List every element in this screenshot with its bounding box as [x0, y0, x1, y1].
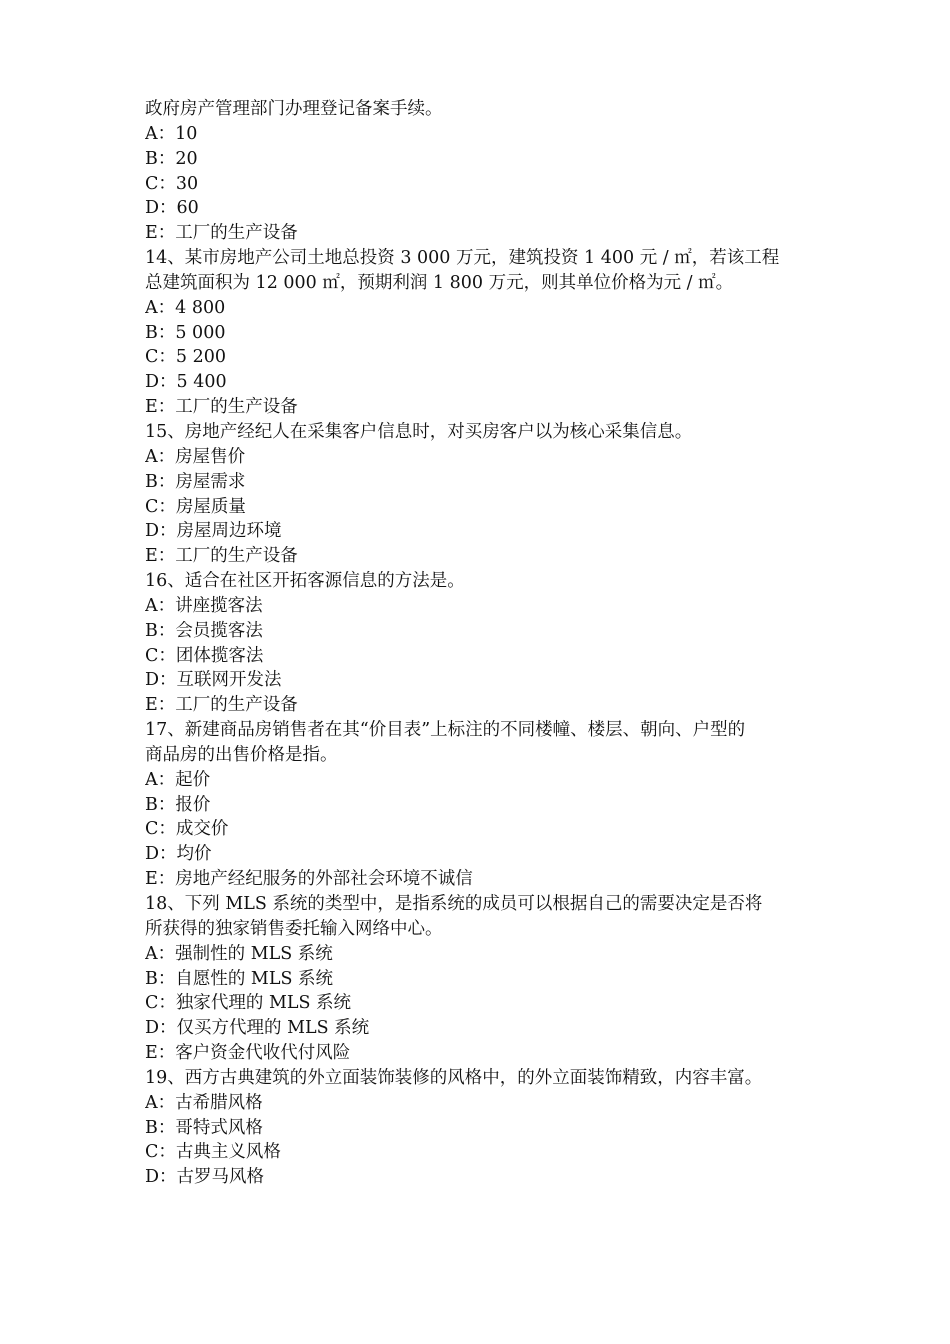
text-line: 18、下列 MLS 系统的类型中，是指系统的成员可以根据自己的需要决定是否将 — [145, 894, 763, 914]
text-line: D：互联网开发法 — [145, 670, 282, 691]
text-line: D：仅买方代理的 MLS 系统 — [145, 1018, 370, 1039]
text-line: 17、新建商品房销售者在其“价目表”上标注的不同楼幢、楼层、朝向、户型的 — [145, 720, 746, 741]
text-line: A：10 — [145, 123, 198, 144]
text-line: E：工厂的生产设备 — [145, 223, 298, 244]
text-line: A：讲座揽客法 — [145, 595, 263, 616]
text-line: A：强制性的 MLS 系统 — [145, 943, 333, 964]
text-line: 19、西方古典建筑的外立面装饰装修的风格中，的外立面装饰精致，内容丰富。 — [145, 1067, 763, 1088]
text-line: A：古希腊风格 — [145, 1092, 263, 1113]
text-line: E：客户资金代收代付风险 — [145, 1043, 351, 1064]
text-line: E：工厂的生产设备 — [145, 546, 298, 567]
text-line: C：房屋质量 — [145, 496, 246, 517]
text-line: 政府房产管理部门办理登记备案手续。 — [145, 99, 443, 119]
text-line: C：古典主义风格 — [145, 1142, 281, 1163]
text-line: B：报价 — [145, 794, 211, 815]
text-line: 14、某市房地产公司土地总投资 3 000 万元，建筑投资 1 400 元 / ㎡，若该工程 — [145, 248, 780, 269]
text-line: A：房屋售价 — [145, 446, 246, 467]
text-line: B：自愿性的 MLS 系统 — [145, 968, 334, 989]
text-line: B：哥特式风格 — [145, 1117, 263, 1138]
text-line: C：5 200 — [145, 347, 226, 368]
text-line: 所获得的独家销售委托输入网络中心。 — [145, 918, 443, 939]
text-line: E：工厂的生产设备 — [145, 397, 298, 418]
text-line: 16、适合在社区开拓客源信息的方法是。 — [145, 571, 465, 592]
text-line: C：30 — [145, 173, 199, 194]
text-line: D：均价 — [145, 844, 212, 865]
document-page — [145, 97, 825, 1190]
text-line: 总建筑面积为 12 000 ㎡，预期利润 1 800 万元，则其单位价格为元 / ㎡。 — [145, 272, 734, 293]
text-line: B：5 000 — [145, 322, 226, 343]
text-line: A：4 800 — [145, 297, 226, 318]
text-line: E：房地产经纪服务的外部社会环境不诚信 — [145, 869, 473, 890]
text-line: C：团体揽客法 — [145, 645, 264, 666]
text-line: D：60 — [145, 198, 199, 219]
text-line: D：古罗马风格 — [145, 1167, 265, 1188]
text-line: C：独家代理的 MLS 系统 — [145, 993, 352, 1014]
text-line: D：房屋周边环境 — [145, 521, 282, 542]
text-line: 15、房地产经纪人在采集客户信息时，对买房客户以为核心采集信息。 — [145, 421, 693, 442]
text-line: 商品房的出售价格是指。 — [145, 744, 338, 765]
text-line: B：房屋需求 — [145, 471, 246, 492]
text-line: B：20 — [145, 148, 198, 169]
text-line: E：工厂的生产设备 — [145, 695, 298, 716]
text-line: C：成交价 — [145, 819, 229, 840]
text-line: A：起价 — [145, 769, 211, 790]
text-line: B：会员揽客法 — [145, 620, 263, 641]
text-line: D：5 400 — [145, 372, 227, 393]
